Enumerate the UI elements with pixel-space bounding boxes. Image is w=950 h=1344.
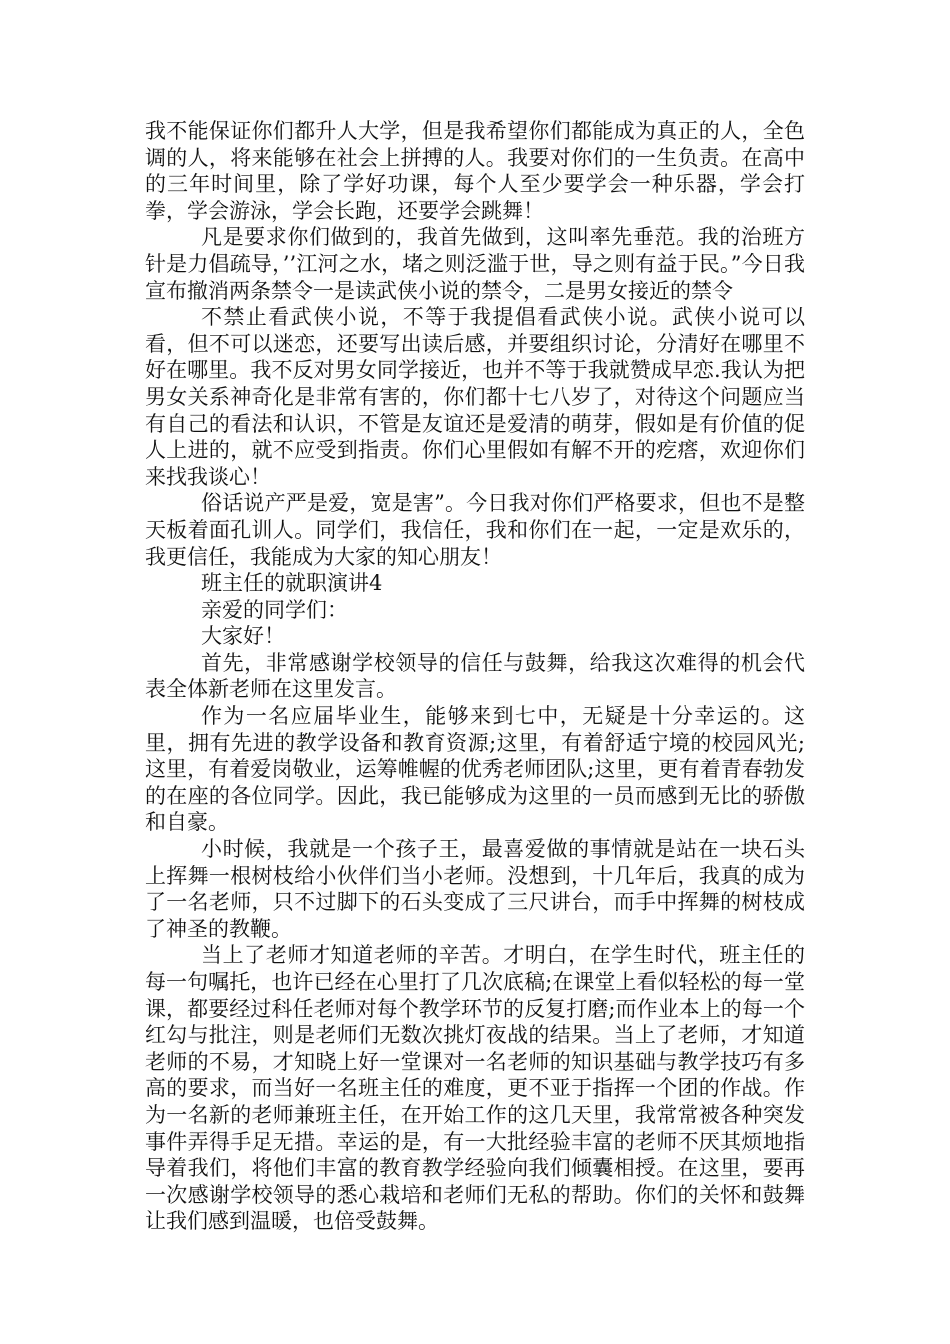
paragraph: 当上了老师才知道老师的辛苦。才明白，在学生时代，班主任的每一句嘱托，也许已经在心里打了几次底稿;在课堂上看似轻松的每一堂课，都要经过科任老师对每个教学环节的反复打磨;而作业本上的每一个红勾与批注，则是老师们无数次挑灯夜战的结果。当上了老师，才知道老师的不易，才知晓上好一堂课对一名老师的知识基础与教学技巧有多高的要求，而当好一名班主任的难度，更不亚于指挥一个团的作战。作为一名新的老师兼班主任，在开始工作的这几天里，我常常被各种突发事件弄得手足无措。幸运的是，有一大批经验丰富的老师不厌其烦地指导着我们，将他们丰富的教育教学经验向我们倾囊相授。在这里，要再一次感谢学校领导的悉心栽培和老师们无私的帮助。你们的关怀和鼓舞让我们感到温暖，也倍受鼓舞。	[145, 943, 805, 1234]
salutation: 亲爱的同学们：	[201, 597, 348, 622]
greeting: 大家好！	[201, 624, 285, 649]
paragraph: 小时候，我就是一个孩子王，最喜爱做的事情就是站在一块石头上挥舞一根树枝给小伙伴们当小老师。没想到，十几年后，我真的成为了一名老师，只不过脚下的石头变成了三尺讲台，而手中挥舞的树枝成了神圣的教鞭。	[145, 837, 805, 941]
paragraph: 俗话说产严是爱，宽是害”。今日我对你们严格要求，但也不是整天板着面孔训人。同学们，我信任，我和你们在一起，一定是欢乐的，我更信任，我能成为大家的知心朋友！	[145, 491, 805, 569]
paragraph: 凡是要求你们做到的，我首先做到，这叫率先垂范。我的治班方针是力倡疏导，’’江河之水，堵之则泛滥于世，导之则有益于民。”今日我宣布撤消两条禁令一是读武侠小说的禁令，二是男女接近的禁令	[145, 225, 805, 303]
paragraph: 作为一名应届毕业生，能够来到七中，无疑是十分幸运的。这里，拥有先进的教学设备和教育资源;这里，有着舒适宁境的校园风光;这里，有着爱岗敬业，运筹帷幄的优秀老师团队;这里，更有着青春勃发的在座的各位同学。因此，我已能够成为这里的一员而感到无比的骄傲和自豪。	[145, 704, 805, 835]
document-body	[145, 118, 805, 1235]
paragraph: 首先，非常感谢学校领导的信任与鼓舞，给我这次难得的机会代表全体新老师在这里发言。	[145, 650, 805, 702]
paragraph: 不禁止看武侠小说，不等于我提倡看武侠小说。武侠小说可以看，但不可以迷恋，还要写出读后感，并要组织讨论，分清好在哪里不好在哪里。我不反对男女同学接近，也并不等于我就赞成早恋.我认为把男女关系神奇化是非常有害的，你们都十七八岁了，对待这个问题应当有自己的看法和认识，不管是友谊还是爱清的萌芽，假如是有价值的促人上进的，就不应受到指责。你们心里假如有解不开的疙瘩，欢迎你们来找我谈心！	[145, 305, 805, 489]
paragraph: 我不能保证你们都升人大学，但是我希望你们都能成为真正的人，全色调的人，将来能够在社会上拼搏的人。我要对你们的一生负责。在高中的三年时间里，除了学好功课，每个人至少要学会一种乐器，学会打拳，学会游泳，学会长跑，还要学会跳舞！	[145, 119, 805, 223]
section-heading: 班主任的就职演讲4	[201, 571, 383, 596]
